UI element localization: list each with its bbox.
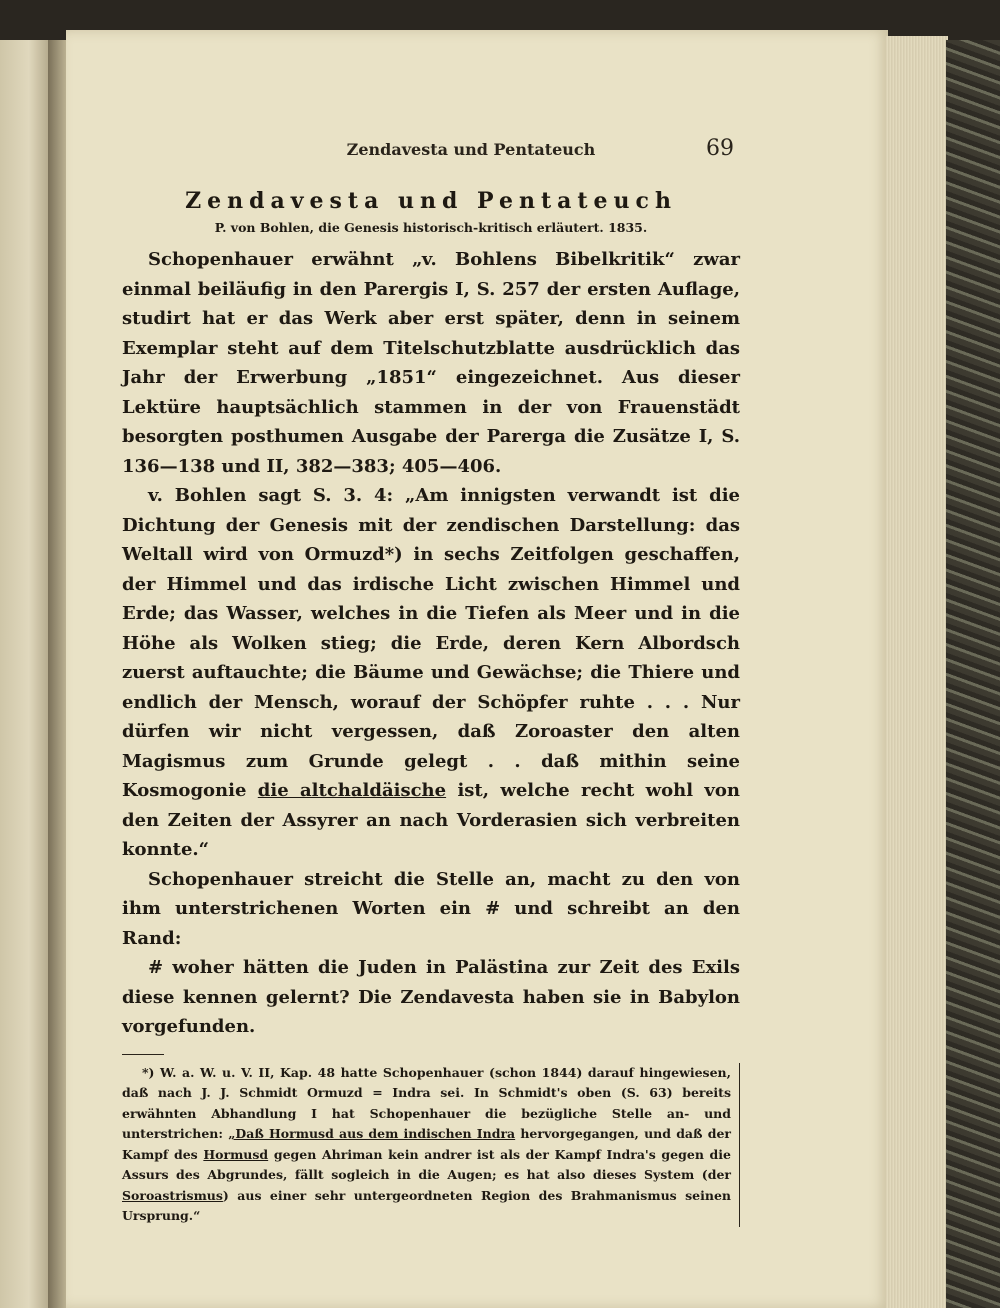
paragraph-4: # woher hätten die Juden in Palästina zur Zeit des Exils diese kennen gelernt? Die Zendavesta haben sie in Babylon vorgefunden. [122, 957, 740, 1037]
footnote-text-c: gegen Ahriman kein andrer ist als der Kampf Indra's gegen die Assurs des Abgrundes, fällt sogleich in die Augen; es hat also dieses System (der [122, 1146, 731, 1182]
footnote-text-b: hervorgegangen, und daß der Kampf des [122, 1126, 731, 1162]
paragraph-3: Schopenhauer streicht die Stelle an, macht zu den von ihm unterstrichenen Worten ein # und schreibt an den Rand: [122, 868, 740, 949]
footnote-underline-3: Soroastrismus [122, 1187, 223, 1203]
page-header [66, 136, 888, 170]
footnote-rule [122, 1054, 164, 1055]
footnote-text-d: ) aus einer sehr untergeordneten Region des Brahmanismus seinen Ursprung.“ [122, 1187, 731, 1223]
running-title: Zendavesta und Pentateuch [346, 140, 596, 159]
footnote-underline-1: „Daß Hormusd aus dem indischen Indra [228, 1126, 516, 1141]
paragraph-1: Schopenhauer erwähnt „v. Bohlens Bibelkritik“ zwar einmal beiläufig in den Parergis I, S. 257 der ersten Auflage, studirt hat er das Werk aber erst später, denn in seinem Exemplar steht auf dem Titelschutzblatte ausdrücklich das Jahr der Erwerbung „1851“ eingezeichnet. Aus dieser Lektüre hauptsächlich stammen in der von Frauenstädt besorgten posthumen Ausgabe der Parerga die Zusätze I, S. 136—138 und II, 382—383; 405—406. [122, 249, 740, 477]
paragraph-2 [122, 481, 740, 865]
footnote [122, 1063, 740, 1227]
footnote-text-a: *) W. a. W. u. V. II, Kap. 48 hatte Schopenhauer (schon 1844) darauf hingewiesen, daß nach J. J. Schmidt Ormuzd = Indra sei. In Schmidt's oben (S. 63) bereits erwähnten Abhandlung I hat Schopenhauer die bezügliche Stelle an- und unterstrichen: [122, 1064, 731, 1141]
page-number: 69 [706, 136, 734, 161]
paragraph-2-text-a: v. Bohlen sagt S. 3. 4: „Am innigsten verwandt ist die Dichtung der Genesis mit der zendischen Darstellung: das Weltall wird von Ormuzd*) in sechs Zeitfolgen geschaffen, der Himmel und das irdische Licht zwischen Himmel und Erde; das Wasser, welches in die Tiefen als Meer und in die Höhe als Wolken stieg; die Erde, deren Kern Albordsch zuerst auftauchte; die Bäume und Gewächse; die Thiere und endlich der Mensch, worauf der Schöpfer ruhte . . . Nur dürfen wir nicht vergessen, daß Zoroaster den alten Magismus zum Grunde gelegt . . daß mithin seine Kosmogonie [122, 485, 740, 801]
text-block [122, 188, 740, 1227]
page-stack-edges [886, 36, 948, 1308]
paragraph-2-text-b: ist, welche recht wohl von den Zeiten der Assyrer an nach Vorderasien sich verbreiten konnte.“ [122, 780, 740, 860]
underlined-phrase: die altchaldäische [257, 780, 447, 801]
left-page-edge [0, 40, 50, 1308]
book-cover-marbled [946, 40, 1000, 1308]
section-subtitle: P. von Bohlen, die Genesis historisch-kritisch erläutert. 1835. [214, 220, 648, 235]
section-title: Zendavesta und Pentateuch [185, 188, 677, 214]
footnote-underline-2: Hormusd [203, 1146, 269, 1162]
